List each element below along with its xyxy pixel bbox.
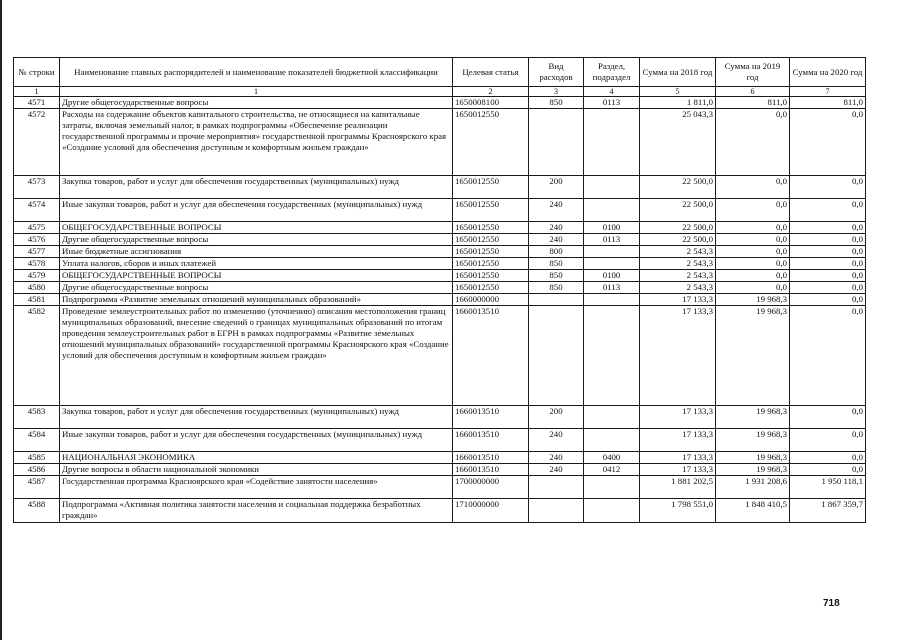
row-sum-2018: 2 543,3 xyxy=(640,246,716,258)
table-row xyxy=(14,499,866,523)
row-sum-2020: 0,0 xyxy=(790,306,866,406)
row-expense-type: 240 xyxy=(529,199,584,222)
row-sum-2018: 22 500,0 xyxy=(640,234,716,246)
row-expense-type: 240 xyxy=(529,429,584,452)
row-target-code: 1650012550 xyxy=(453,246,529,258)
row-section: 0113 xyxy=(584,234,640,246)
header-sum-2019: Сумма на 2019 год xyxy=(716,58,790,87)
row-number: 4586 xyxy=(14,464,60,476)
column-number: 2 xyxy=(453,87,529,97)
row-name: Подпрограмма «Активная политика занятости населения и социальная поддержка безработных граждан» xyxy=(60,499,453,523)
row-sum-2018: 2 543,3 xyxy=(640,270,716,282)
header-row xyxy=(14,58,866,87)
row-sum-2020: 811,0 xyxy=(790,97,866,109)
row-section xyxy=(584,199,640,222)
row-expense-type: 240 xyxy=(529,464,584,476)
row-expense-type: 850 xyxy=(529,282,584,294)
row-target-code: 1650012550 xyxy=(453,109,529,176)
row-expense-type xyxy=(529,306,584,406)
row-name: Государственная программа Красноярского края «Содействие занятости населения» xyxy=(60,476,453,499)
row-sum-2020: 0,0 xyxy=(790,246,866,258)
row-section xyxy=(584,258,640,270)
header-razdel: Раздел, подраздел xyxy=(584,58,640,87)
row-number: 4574 xyxy=(14,199,60,222)
row-expense-type xyxy=(529,294,584,306)
row-sum-2019: 0,0 xyxy=(716,234,790,246)
row-number: 4578 xyxy=(14,258,60,270)
row-sum-2018: 25 043,3 xyxy=(640,109,716,176)
row-sum-2019: 0,0 xyxy=(716,176,790,199)
row-target-code: 1650012550 xyxy=(453,270,529,282)
row-expense-type xyxy=(529,499,584,523)
row-sum-2018: 1 811,0 xyxy=(640,97,716,109)
column-number: 3 xyxy=(529,87,584,97)
row-sum-2018: 22 500,0 xyxy=(640,199,716,222)
row-number: 4585 xyxy=(14,452,60,464)
row-section xyxy=(584,246,640,258)
row-name: Другие общегосударственные вопросы xyxy=(60,282,453,294)
row-sum-2020: 0,0 xyxy=(790,258,866,270)
row-sum-2020: 0,0 xyxy=(790,464,866,476)
table-row xyxy=(14,97,866,109)
row-target-code: 1650012550 xyxy=(453,199,529,222)
row-section xyxy=(584,109,640,176)
header-code: Целевая статья xyxy=(453,58,529,87)
table-row xyxy=(14,270,866,282)
row-number: 4576 xyxy=(14,234,60,246)
row-number: 4584 xyxy=(14,429,60,452)
header-num: № строки xyxy=(14,58,60,87)
row-sum-2020: 0,0 xyxy=(790,452,866,464)
table-row xyxy=(14,306,866,406)
row-sum-2020: 0,0 xyxy=(790,429,866,452)
column-number: 5 xyxy=(640,87,716,97)
row-sum-2018: 1 881 202,5 xyxy=(640,476,716,499)
row-name: Проведение землеустроительных работ по изменению (уточнению) описания местоположения границ муниципальных образований, внесение сведений о границах муниципальных образований по итогам проведения землеустроительных работ в ЕГРН в рамках подпрограммы «Развитие земельных отношений муниципальных образований» государственной программы Красноярского края «Создание условий для обеспечения доступным и комфортным жильем граждан» xyxy=(60,306,453,406)
row-sum-2020: 0,0 xyxy=(790,294,866,306)
row-section: 0113 xyxy=(584,282,640,294)
row-sum-2019: 19 968,3 xyxy=(716,294,790,306)
row-sum-2018: 22 500,0 xyxy=(640,222,716,234)
row-target-code: 1660013510 xyxy=(453,306,529,406)
row-number: 4580 xyxy=(14,282,60,294)
row-target-code: 1660013510 xyxy=(453,452,529,464)
row-section: 0100 xyxy=(584,270,640,282)
row-name: Расходы на содержание объектов капитального строительства, не относящиеся на капитальные затраты, включая земельный налог, в рамках подпрограммы «Обеспечение реализации государственной программы и прочие мероприятия» государственной программы Красноярского края «Создание условий для обеспечения доступным и комфортным жильем граждан» xyxy=(60,109,453,176)
row-sum-2019: 1 848 410,5 xyxy=(716,499,790,523)
row-expense-type: 240 xyxy=(529,234,584,246)
row-sum-2018: 2 543,3 xyxy=(640,282,716,294)
table-row xyxy=(14,452,866,464)
row-sum-2019: 0,0 xyxy=(716,109,790,176)
row-sum-2018: 17 133,3 xyxy=(640,429,716,452)
table-row xyxy=(14,464,866,476)
table-row xyxy=(14,176,866,199)
table-row xyxy=(14,234,866,246)
row-sum-2019: 0,0 xyxy=(716,199,790,222)
row-target-code: 1650012550 xyxy=(453,258,529,270)
row-sum-2019: 0,0 xyxy=(716,282,790,294)
binding-line xyxy=(0,0,2,640)
row-section xyxy=(584,306,640,406)
row-section xyxy=(584,176,640,199)
row-name: Иные закупки товаров, работ и услуг для обеспечения государственных (муниципальных) нужд xyxy=(60,429,453,452)
row-sum-2018: 17 133,3 xyxy=(640,406,716,429)
row-expense-type: 240 xyxy=(529,222,584,234)
row-sum-2018: 17 133,3 xyxy=(640,294,716,306)
row-sum-2018: 17 133,3 xyxy=(640,306,716,406)
table-row xyxy=(14,294,866,306)
table-row xyxy=(14,109,866,176)
row-sum-2019: 19 968,3 xyxy=(716,306,790,406)
row-expense-type: 200 xyxy=(529,176,584,199)
row-number: 4587 xyxy=(14,476,60,499)
column-number-row xyxy=(14,87,866,97)
row-target-code: 1660013510 xyxy=(453,464,529,476)
row-section: 0412 xyxy=(584,464,640,476)
column-number: 1 xyxy=(14,87,60,97)
row-expense-type: 200 xyxy=(529,406,584,429)
row-sum-2020: 0,0 xyxy=(790,406,866,429)
row-sum-2020: 0,0 xyxy=(790,176,866,199)
row-sum-2019: 19 968,3 xyxy=(716,452,790,464)
row-name: Закупка товаров, работ и услуг для обеспечения государственных (муниципальных) нужд xyxy=(60,406,453,429)
row-sum-2019: 0,0 xyxy=(716,222,790,234)
row-section: 0100 xyxy=(584,222,640,234)
row-expense-type xyxy=(529,476,584,499)
row-sum-2018: 2 543,3 xyxy=(640,258,716,270)
row-target-code: 1650012550 xyxy=(453,282,529,294)
row-sum-2020: 0,0 xyxy=(790,109,866,176)
table-row xyxy=(14,222,866,234)
column-number: 7 xyxy=(790,87,866,97)
row-target-code: 1650012550 xyxy=(453,176,529,199)
table-row xyxy=(14,406,866,429)
row-sum-2019: 811,0 xyxy=(716,97,790,109)
row-target-code: 1660013510 xyxy=(453,429,529,452)
header-vid: Вид расходов xyxy=(529,58,584,87)
row-target-code: 1650012550 xyxy=(453,222,529,234)
row-sum-2020: 0,0 xyxy=(790,270,866,282)
row-number: 4577 xyxy=(14,246,60,258)
row-sum-2020: 0,0 xyxy=(790,199,866,222)
row-number: 4579 xyxy=(14,270,60,282)
row-section xyxy=(584,406,640,429)
row-expense-type: 240 xyxy=(529,452,584,464)
row-number: 4573 xyxy=(14,176,60,199)
row-name: Иные закупки товаров, работ и услуг для обеспечения государственных (муниципальных) нужд xyxy=(60,199,453,222)
row-section: 0400 xyxy=(584,452,640,464)
row-number: 4571 xyxy=(14,97,60,109)
row-sum-2019: 0,0 xyxy=(716,258,790,270)
column-number: 1 xyxy=(60,87,453,97)
row-target-code: 1660000000 xyxy=(453,294,529,306)
row-sum-2019: 0,0 xyxy=(716,270,790,282)
row-name: Уплата налогов, сборов и иных платежей xyxy=(60,258,453,270)
row-target-code: 1700000000 xyxy=(453,476,529,499)
row-name: НАЦИОНАЛЬНАЯ ЭКОНОМИКА xyxy=(60,452,453,464)
row-target-code: 1650012550 xyxy=(453,234,529,246)
row-number: 4581 xyxy=(14,294,60,306)
row-name: ОБЩЕГОСУДАРСТВЕННЫЕ ВОПРОСЫ xyxy=(60,222,453,234)
row-expense-type: 850 xyxy=(529,97,584,109)
row-name: Закупка товаров, работ и услуг для обеспечения государственных (муниципальных) нужд xyxy=(60,176,453,199)
budget-table xyxy=(13,57,866,523)
row-expense-type: 850 xyxy=(529,270,584,282)
row-sum-2018: 1 798 551,0 xyxy=(640,499,716,523)
row-number: 4572 xyxy=(14,109,60,176)
page-number: 718 xyxy=(823,598,840,609)
table-row xyxy=(14,476,866,499)
header-name: Наименование главных распорядителей и наименование показателей бюджетной классификации xyxy=(60,58,453,87)
row-name: Другие вопросы в области национальной экономики xyxy=(60,464,453,476)
table-row xyxy=(14,258,866,270)
column-number: 4 xyxy=(584,87,640,97)
row-section: 0113 xyxy=(584,97,640,109)
row-target-code: 1710000000 xyxy=(453,499,529,523)
row-name: ОБЩЕГОСУДАРСТВЕННЫЕ ВОПРОСЫ xyxy=(60,270,453,282)
row-number: 4583 xyxy=(14,406,60,429)
row-name: Другие общегосударственные вопросы xyxy=(60,97,453,109)
row-expense-type xyxy=(529,109,584,176)
column-number: 6 xyxy=(716,87,790,97)
header-sum-2020: Сумма на 2020 год xyxy=(790,58,866,87)
row-section xyxy=(584,429,640,452)
row-sum-2019: 19 968,3 xyxy=(716,429,790,452)
row-sum-2020: 1 867 359,7 xyxy=(790,499,866,523)
table-row xyxy=(14,246,866,258)
row-section xyxy=(584,499,640,523)
row-sum-2020: 1 950 118,1 xyxy=(790,476,866,499)
row-target-code: 1650008100 xyxy=(453,97,529,109)
row-name: Иные бюджетные ассигнования xyxy=(60,246,453,258)
row-sum-2018: 22 500,0 xyxy=(640,176,716,199)
row-sum-2019: 1 931 208,6 xyxy=(716,476,790,499)
row-number: 4582 xyxy=(14,306,60,406)
header-sum-2018: Сумма на 2018 год xyxy=(640,58,716,87)
row-section xyxy=(584,476,640,499)
row-name: Подпрограмма «Развитие земельных отношений муниципальных образований» xyxy=(60,294,453,306)
row-expense-type: 800 xyxy=(529,246,584,258)
row-sum-2018: 17 133,3 xyxy=(640,464,716,476)
row-sum-2020: 0,0 xyxy=(790,222,866,234)
row-expense-type: 850 xyxy=(529,258,584,270)
row-number: 4588 xyxy=(14,499,60,523)
table-row xyxy=(14,199,866,222)
table-row xyxy=(14,282,866,294)
row-section xyxy=(584,294,640,306)
row-target-code: 1660013510 xyxy=(453,406,529,429)
row-sum-2020: 0,0 xyxy=(790,282,866,294)
row-sum-2018: 17 133,3 xyxy=(640,452,716,464)
row-sum-2019: 19 968,3 xyxy=(716,406,790,429)
row-sum-2019: 19 968,3 xyxy=(716,464,790,476)
row-sum-2020: 0,0 xyxy=(790,234,866,246)
row-number: 4575 xyxy=(14,222,60,234)
row-name: Другие общегосударственные вопросы xyxy=(60,234,453,246)
table-row xyxy=(14,429,866,452)
row-sum-2019: 0,0 xyxy=(716,246,790,258)
